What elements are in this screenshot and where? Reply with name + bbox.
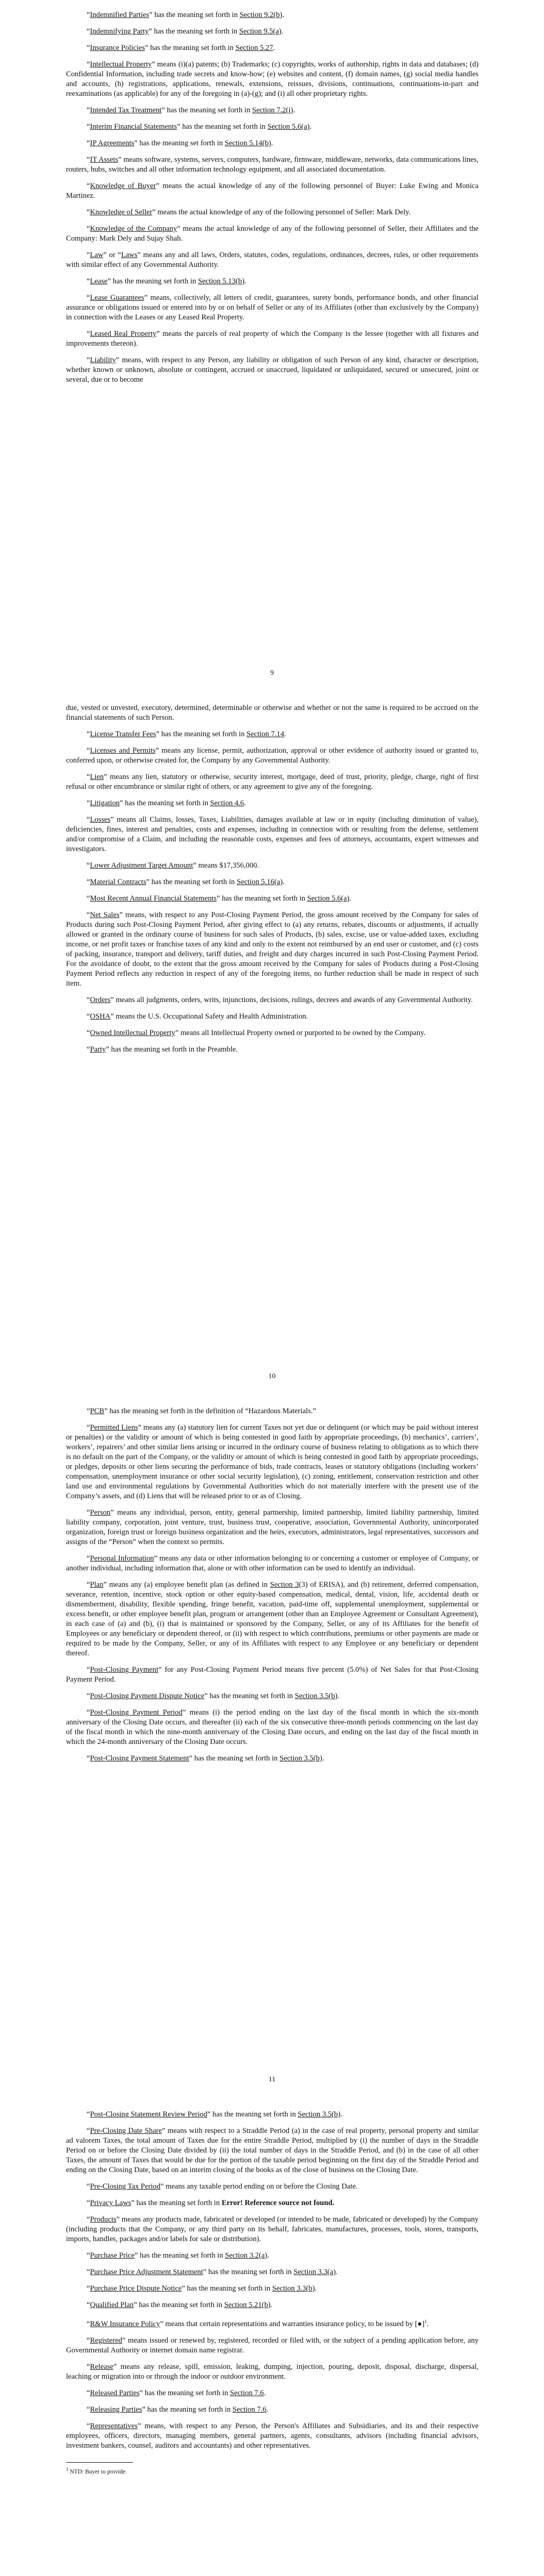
definition-text: “Releasing Parties” has the meaning set forth in Section 7.6.	[87, 2405, 269, 2414]
document-page	[0, 703, 544, 1406]
page-number: 10	[268, 1372, 276, 1380]
definition-paragraph	[66, 106, 479, 115]
definition-text: “Indemnifying Party” has the meaning set forth in Section 9.5(a).	[87, 27, 284, 36]
definition-text: “Post-Closing Payment” for any Post-Closing Payment Period means five percent (5.0%) of Net Sales for that Post-Closing Payment Period.	[66, 1666, 479, 1684]
definition-text: “Pre-Closing Tax Period” means any taxable period ending on or before the Closing Date.	[87, 2182, 358, 2191]
definition-paragraph	[66, 2251, 479, 2261]
definition-text: “Owned Intellectual Property” means all Intellectual Property owned or purported to be owned by the Company.	[87, 1029, 426, 1037]
definition-text: “IP Agreements” has the meaning set forth in Section 5.14(b).	[87, 139, 273, 147]
definition-paragraph	[66, 2362, 479, 2382]
definition-text: “Representatives” means, with respect to any Person, the Person's Affiliates and Subsidiaries, and its and their respective employees, officers, directors, managing members, general partners, agents, consultants, advisors (including financial advisors, investment bankers, counsel, auditors and accountants) and other representatives.	[66, 2421, 479, 2450]
definition-text: “Knowledge of the Company” means the actual knowledge of any of the following personnel of Seller, their Affiliates and the Company: Mark Dely and Sujay Shah.	[66, 225, 479, 243]
definition-text: “Release” means any release, spill, emission, leaking, dumping, injection, pouring, deposit, disposal, discharge, dispersal, leaching or migration into or through the indoor or outdoor environment.	[66, 2362, 479, 2381]
definition-text: “Purchase Price Adjustment Statement” has the meaning set forth in Section 3.3(a).	[87, 2268, 338, 2276]
definition-text: “Knowledge of Buyer” means the actual knowledge of any of the following personnel of Buyer: Luke Ewing and Monica Martinez.	[66, 182, 479, 200]
definition-paragraph	[66, 2182, 479, 2192]
page-body	[66, 2110, 479, 2476]
document-page	[0, 1406, 544, 2110]
definition-paragraph	[66, 2267, 479, 2277]
page-number: 9	[270, 669, 274, 677]
definition-paragraph	[66, 2388, 479, 2398]
definition-paragraph	[66, 1691, 479, 1701]
definition-paragraph	[66, 27, 479, 37]
definition-text: “OSHA” means the U.S. Occupational Safety and Health Administration.	[87, 1012, 308, 1021]
definition-paragraph	[66, 2317, 479, 2329]
definition-text: “Material Contracts” has the meaning set forth in Section 5.16(a).	[87, 878, 285, 886]
definition-text: “Net Sales” means, with respect to any Post-Closing Payment Period, the gross amount received by the Company for sales of Products during such Post-Closing Payment Period, after giving effect to (a) any returns, rebates, discounts or adjustments, if actually allowed or granted in the ordinary course of business for such sales of Products, (b) sales, excise, use or value-added taxes, excluding income, or net profit taxes or franchise taxes of any kind and only to the extent not reimbursed by an end user or customer, and (c) costs of packing, insurance, transport and delivery, tariff duties, and freight and duty charges incurred in such Post-Closing Payment Period. For the avoidance of doubt, to the extent that the gross amount received by the Company for sales of Products during a Post-Closing Payment Period reflects any reduction in respect of any of the foregoing items, no further reduction shall be made in respect of such item.	[66, 911, 479, 988]
definition-paragraph	[66, 1554, 479, 1573]
page-body	[66, 1406, 479, 1770]
definition-text: “R&W Insurance Policy” means that certain representations and warranties insurance policy, to be issued by [●]	[87, 2319, 425, 2328]
definition-paragraph	[66, 277, 479, 286]
definition-text: “Person” means any individual, person, entity, general partnership, limited partnership, limited liability partnership, limited liability company, corporation, joint venture, trust, business trust, cooperative, association, Governmental Authority, unincorporated organization, foreign trust or foreign business organization and the heirs, executors, administrators, legal representatives, successors and assigns of the “Person” when the context so permits.	[66, 1509, 479, 1546]
definition-text: “PCB” has the meaning set forth in the definition of “Hazardous Materials.”	[87, 1407, 316, 1415]
definition-paragraph	[66, 861, 479, 871]
definition-paragraph	[66, 181, 479, 201]
paragraph-tail: .	[426, 2319, 429, 2328]
definition-text: “Liability” means, with respect to any Person, any liability or obligation of such Person of any kind, character or description, whether known or unknown, absolute or contingent, accrued or unaccrued, liquidated or unliquidated, secured or unsecured, joint or several, due or to become	[66, 356, 479, 384]
definition-paragraph	[66, 799, 479, 808]
definition-paragraph	[66, 1406, 479, 1416]
footnote	[66, 2466, 479, 2476]
definition-text: “Post-Closing Payment Period” means (i) the period ending on the last day of the fiscal month in which the six-month anniversary of the Closing Date occurs, and thereafter (ii) each of the six consecutive three-month periods commencing on the last day of the fiscal month in which the nine-month anniversary of the Closing Date occurs, and ending on the last day of the fiscal month in which the 24-month anniversary of the Closing Date occurs.	[66, 1708, 479, 1746]
definition-paragraph	[66, 1665, 479, 1685]
definition-text: “Lease” has the meaning set forth in Section 5.13(b).	[87, 277, 246, 285]
definition-text: due, vested or unvested, executory, determined, determinable or otherwise and whether or not the same is required to be accrued on the financial statements of such Person.	[66, 704, 479, 722]
definition-paragraph	[66, 1423, 479, 1501]
definition-paragraph	[66, 877, 479, 887]
definition-paragraph	[66, 2336, 479, 2355]
page-number: 11	[268, 2076, 276, 2083]
definition-paragraph	[66, 815, 479, 854]
definition-paragraph	[66, 772, 479, 792]
definition-text: “Interim Financial Statements” has the meaning set forth in Section 5.6(a).	[87, 123, 312, 131]
definition-text: “Released Parties” has the meaning set forth in Section 7.6.	[87, 2388, 266, 2397]
definition-text: “Registered” means issued or renewed by, registered, recorded or filed with, or the subject of a pending application before, any Governmental Authority or internet domain name registrar.	[66, 2336, 479, 2354]
definition-paragraph	[66, 1508, 479, 1547]
definition-paragraph	[66, 2110, 479, 2120]
definition-text: “Indemnified Parties” has the meaning set forth in Section 9.2(b).	[87, 11, 285, 19]
definition-paragraph	[66, 43, 479, 53]
page-body	[66, 703, 479, 1061]
definition-text: “Party” has the meaning set forth in the Preamble.	[87, 1045, 238, 1054]
definition-text: “Knowledge of Seller” means the actual knowledge of any of the following personnel of Seller: Mark Dely.	[87, 208, 411, 216]
definition-text: “Personal Information” means any data or other information belonging to or concerning a customer or employee of Company, or another individual, including information that, alone or with other information can be used to identify an individual.	[66, 1554, 479, 1572]
definition-paragraph	[66, 995, 479, 1005]
definition-paragraph	[66, 60, 479, 99]
definition-text: “License Transfer Fees” has the meaning set forth in Section 7.14.	[87, 730, 286, 738]
definition-paragraph	[66, 2421, 479, 2451]
definition-paragraph	[66, 2405, 479, 2415]
definition-text: “Products” means any products made, fabricated or developed (or intended to be made, fabricated or developed) by the Company (including products that the Company, or any third party on its behalf, fabricates, manufactures, processes, tools, stores, transports, imports, handles, packages and/or labels for sale or distribution).	[66, 2215, 479, 2243]
footnote-text: NTD: Buyer to provide.	[70, 2468, 127, 2475]
definition-text: “Losses” means all Claims, losses, Taxes, Liabilities, damages available at law or in equity (including diminution of value), deficiencies, fines, interest and penalties, costs and expenses, including in connection with or resulting from the defense, settlement and/or compromise of a Claim, and including the reasonable costs, expenses and fees of attorneys, accountants, expert witnesses and investigators.	[66, 816, 479, 853]
definition-text: “Lower Adjustment Target Amount” means $17,356,000.	[87, 861, 259, 870]
definition-paragraph	[66, 355, 479, 385]
broken-reference: Error! Reference source not found.	[221, 2199, 335, 2207]
definition-paragraph	[66, 1708, 479, 1747]
document-page	[0, 0, 544, 703]
definition-text: “IT Assets” means software, systems, servers, computers, hardware, firmware, middleware, networks, data communications lines, routers, hubs, switches and all other information technology equipment, and all associated documentation.	[66, 156, 479, 174]
definition-text: “Law” or “Laws” means any and all laws, Orders, statutes, codes, regulations, ordinances, decrees, rules, or other requirements with similar effect of any Governmental Authority.	[66, 251, 479, 269]
definition-text: “Qualified Plan” has the meaning set forth in Section 5.21(b).	[87, 2301, 273, 2309]
definition-paragraph	[66, 2198, 479, 2208]
definition-text: “Post-Closing Statement Review Period” has the meaning set forth in Section 3.5(b).	[87, 2110, 342, 2119]
definition-paragraph	[66, 224, 479, 244]
definition-paragraph	[66, 894, 479, 904]
definition-text: “Licenses and Permits” means any license, permit, authorization, approval or other evidence of authority issued or granted to, conferred upon, or otherwise created for, the Company by any Governmental Authority.	[66, 747, 479, 765]
definition-text: “Permitted Liens” means any (a) statutory lien for current Taxes not yet due or delinquent (or which may be paid without interest or penalties) or the validity or amount of which is being contested in good faith by appropriate proceedings, (b) mechanics’, carriers’, workers’, repairers’ and other similar liens arising or incurred in the ordinary course of business relating to obligations as to which there is no default on the part of the Company, or the validity or amount of which is being contested in good faith by appropriate proceedings, or pledges, deposits or other liens securing the performance of bids, trade contracts, leases or statutory obligations (including workers’ compensation, unemployment insurance or other social security legislation), (c) zoning, entitlement, conservation restriction and other land use and environmental regulations by Governmental Authorities which do not materially interfere with the present use of the Company’s assets, and (d) Liens that will be released prior to or as of Closing.	[66, 1423, 479, 1500]
definition-text: “Leased Real Property” means the parcels of real property of which the Company is the lessee (together with all fixtures and improvements thereon).	[66, 330, 479, 348]
definition-paragraph	[66, 2215, 479, 2244]
definition-text: “Litigation” has the meaning set forth in Section 4.6.	[87, 799, 246, 807]
definition-paragraph	[66, 2284, 479, 2294]
footnote-number: 1	[66, 2466, 69, 2472]
definition-text: “Post-Closing Payment Statement” has the meaning set forth in Section 3.5(b).	[87, 1754, 324, 1762]
definition-paragraph	[66, 293, 479, 323]
definition-paragraph	[66, 122, 479, 132]
definition-paragraph	[66, 208, 479, 217]
definition-paragraph	[66, 746, 479, 766]
definition-text: “Lien” means any lien, statutory or otherwise, security interest, mortgage, deed of trust, priority, pledge, charge, right of first refusal or other encumbrance or similar right of others, or any agreement to give any of the foregoing.	[66, 773, 479, 791]
definition-text: “Most Recent Annual Financial Statements” has the meaning set forth in Section 5.6(a).	[87, 894, 352, 903]
definition-paragraph	[66, 2300, 479, 2310]
footnote-marker: 1	[424, 2319, 427, 2324]
definition-text: “Post-Closing Payment Dispute Notice” has the meaning set forth in Section 3.5(b).	[87, 1692, 340, 1700]
definition-paragraph	[66, 10, 479, 20]
definition-paragraph	[66, 2126, 479, 2175]
definition-text: “Pre-Closing Date Share” means with respect to a Straddle Period (a) in the case of real property, personal property and similar ad valorem Taxes, the total amount of Taxes due for the entire Straddle Period, multiplied by (i) the number of days in the Straddle Period on or before the Closing Date divided by (ii) the total number of days in the Straddle Period, and (b) in the case of all other Taxes, the amount of Taxes that would be due for the portion of the taxable period beginning on the first day of the Straddle Period and ending on the Closing Date, based on an interim closing of the books as of the close of business on the Closing Date.	[66, 2127, 479, 2174]
definition-paragraph	[66, 730, 479, 739]
page-body	[66, 10, 479, 392]
definition-text: “Lease Guarantees” means, collectively, all letters of credit, guarantees, surety bonds, performance bonds, and other financial assurance or obligations issued or entered into by or on behalf of Seller or any of its Affiliates (other than exclusively by the Company) in connection with the Leases or any Leased Real Property.	[66, 294, 479, 321]
definition-paragraph	[66, 139, 479, 148]
definition-paragraph	[66, 1012, 479, 1022]
definition-paragraph	[66, 1028, 479, 1038]
definition-paragraph	[66, 910, 479, 989]
definition-paragraph	[66, 1754, 479, 1764]
definition-paragraph	[66, 329, 479, 349]
definition-text: “Orders” means all judgments, orders, writs, injunctions, decisions, rulings, decrees and awards of any Governmental Authority.	[87, 996, 473, 1004]
definition-text: “Intended Tax Treatment” has the meaning set forth in Section 7.2(i).	[87, 106, 295, 114]
definition-paragraph	[66, 155, 479, 175]
definition-text: “Purchase Price” has the meaning set forth in Section 3.2(a).	[87, 2251, 269, 2260]
definition-paragraph	[66, 703, 479, 723]
footnote-separator	[66, 2462, 133, 2463]
document-page	[0, 2110, 544, 2576]
definition-text: “Purchase Price Dispute Notice” has the meaning set forth in Section 3.3(b).	[87, 2284, 317, 2293]
definition-text: “Plan” means any (a) employee benefit plan (as defined in Section 3(3) of ERISA), and (b) retirement, deferred compensation, severance, retention, incentive, stock option or other equity-based compensation, medical, dental, vision, life, accidental death or dismemberment, disability, flexible spending, fringe benefit, vacation, paid-time off, supplemental unemployment, supplemental or excess benefit, or other employee benefit plan, program or arrangement (other than an Employee Agreement or Consultant Agreement), in each case of (a) and (b), (i) that is maintained or sponsored by the Company, Seller, or any of its Affiliates for the benefit of Employees or any beneficiary or dependent thereof, or (ii) with respect to which contributions, premiums or other payments are made or required to be made by the Company, Seller, or any of its Affiliates with respect to any Employee or any beneficiary or dependent thereof.	[66, 1581, 479, 1657]
definition-paragraph	[66, 250, 479, 270]
definition-paragraph	[66, 1045, 479, 1055]
definition-text: “Intellectual Property” means (i)(a) patents; (b) Trademarks; (c) copyrights, works of authorship, rights in data and databases; (d) Confidential Information, including trade secrets and know-how; (e) websites and content, (f) domain names, (g) social media handles and accounts, (h) registrations, applications, renewals, extensions, reissues, divisions, continuations, continuations-in-part and reexaminations (as applicable) for any of the foregoing in (a)-(g); and (i) all other proprietary rights.	[66, 60, 479, 98]
definition-text: “Privacy Laws” has the meaning set forth in	[87, 2199, 222, 2207]
definition-text: “Insurance Policies” has the meaning set forth in Section 5.27.	[87, 44, 275, 52]
definition-paragraph	[66, 1580, 479, 1658]
